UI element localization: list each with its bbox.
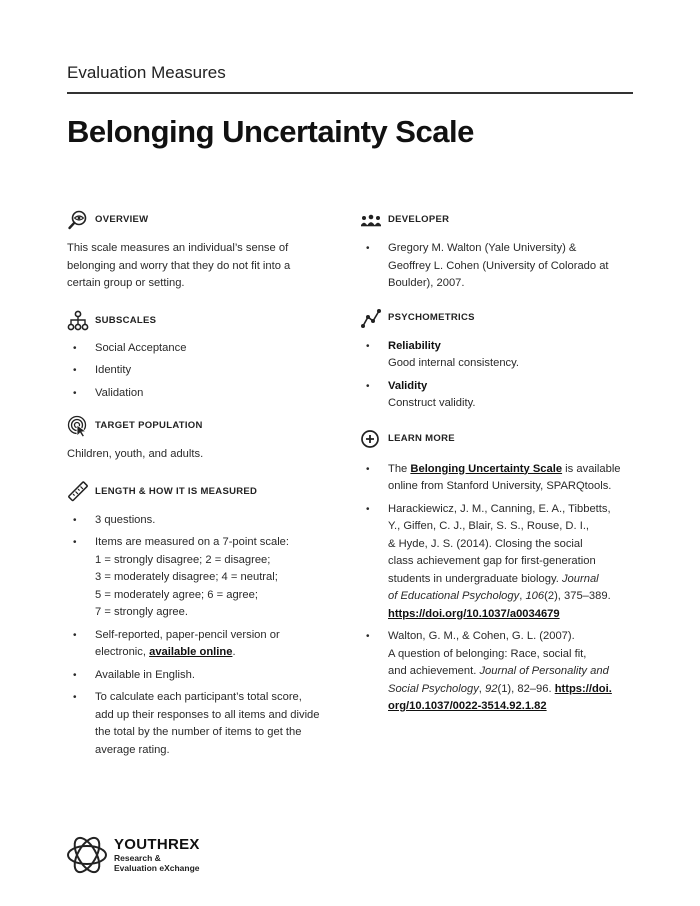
length-item: • To calculate each participant’s total score, add up their responses to all items and divide the total by the number of items to get the average rating. (67, 689, 342, 759)
people-group-icon (360, 209, 382, 231)
line-graph-icon (360, 307, 382, 329)
length-item: • Available in English. (67, 667, 342, 685)
ruler-icon (67, 481, 89, 503)
subscales-list (67, 340, 342, 403)
learn-more-list (360, 461, 635, 716)
header-divider (67, 92, 633, 94)
header-section-title: Evaluation Measures (67, 63, 226, 82)
doi-link[interactable]: org/10.1037/0022-3514.92.1.82 (388, 700, 547, 712)
developer-section (360, 208, 635, 293)
subscale-item: • Social Acceptance (67, 340, 342, 358)
brand-name: YOUTHREX (114, 836, 200, 853)
plus-circle-icon (360, 428, 382, 450)
length-item: • 3 questions. (67, 512, 342, 530)
reference-item: • Harackiewicz, J. M., Canning, E. A., Tibbetts, Y., Giffen, C. J., Blair, S. S., Rouse, D. I., & Hyde, J. S. (2014). Closing the social class achievement gap for first-generation students in undergraduate biology. Journal of Educational Psychology, 106(2), 375–389. https://doi.org/10.1037/a0034679 (360, 501, 635, 624)
developer-list (360, 240, 635, 293)
length-section (67, 480, 342, 760)
youthrex-logo-icon (66, 834, 108, 876)
psychometrics-section (360, 306, 635, 413)
validity-item: • Validity Construct validity. (360, 378, 635, 413)
left-column (67, 208, 342, 759)
target-population-section (67, 414, 342, 464)
target-cursor-icon (67, 415, 89, 437)
hierarchy-icon (67, 310, 89, 332)
length-item: • Self-reported, paper-pencil version or electronic, available online. (67, 627, 342, 662)
reliability-item: • Reliability Good internal consistency. (360, 338, 635, 373)
target-population-heading: TARGET POPULATION (95, 420, 203, 432)
doi-link[interactable]: https://doi.org/10.1037/a0034679 (388, 607, 560, 620)
reference-item: • Walton, G. M., & Cohen, G. L. (2007). A question of belonging: Race, social fit, and achievement. Journal of Personality and Social Psychology, 92(1), 82–96. https://doi. org/10.1037/0022-3514.92.1.82 (360, 628, 635, 716)
overview-section (67, 208, 342, 293)
available-online-link[interactable]: available online (149, 646, 233, 658)
target-population-text: Children, youth, and adults. (67, 448, 204, 460)
belonging-scale-link[interactable]: Belonging Uncertainty Scale (410, 462, 563, 475)
length-item: • Items are measured on a 7-point scale: 1 = strongly disagree; 2 = disagree; 3 = moderately disagree; 4 = neutral; 5 = moderately agree; 6 = agree; 7 = strongly agree. (67, 534, 342, 622)
right-column (360, 208, 635, 716)
length-heading: LENGTH & HOW IT IS MEASURED (95, 485, 258, 497)
learn-more-heading: LEARN MORE (388, 432, 455, 444)
overview-heading: OVERVIEW (95, 214, 149, 226)
learn-more-item: • The Belonging Uncertainty Scale is available online from Stanford University, SPARQtools. (360, 461, 635, 496)
subscale-item: • Validation (67, 385, 342, 403)
brand-subtitle: Research & (114, 853, 161, 863)
subscales-section (67, 309, 342, 403)
psychometrics-list (360, 338, 635, 413)
psychometrics-heading: PSYCHOMETRICS (388, 311, 475, 323)
footer-brand (66, 834, 200, 876)
overview-text: This scale measures an individual’s sense of belonging and worry that they do not fit into a certain group or setting. (67, 242, 291, 289)
page-title: Belonging Uncertainty Scale (67, 114, 474, 149)
developer-item: • Gregory M. Walton (Yale University) & Geoffrey L. Cohen (University of Colorado at Boulder), 2007. (360, 240, 635, 293)
doi-link[interactable]: https://doi. (554, 682, 612, 695)
learn-more-section (360, 427, 635, 716)
length-list (67, 512, 342, 760)
brand-subtitle: Evaluation eXchange (114, 863, 200, 873)
subscale-item: • Identity (67, 362, 342, 380)
developer-heading: DEVELOPER (388, 214, 450, 226)
subscales-heading: SUBSCALES (95, 314, 157, 326)
magnifier-eye-icon (67, 209, 89, 231)
